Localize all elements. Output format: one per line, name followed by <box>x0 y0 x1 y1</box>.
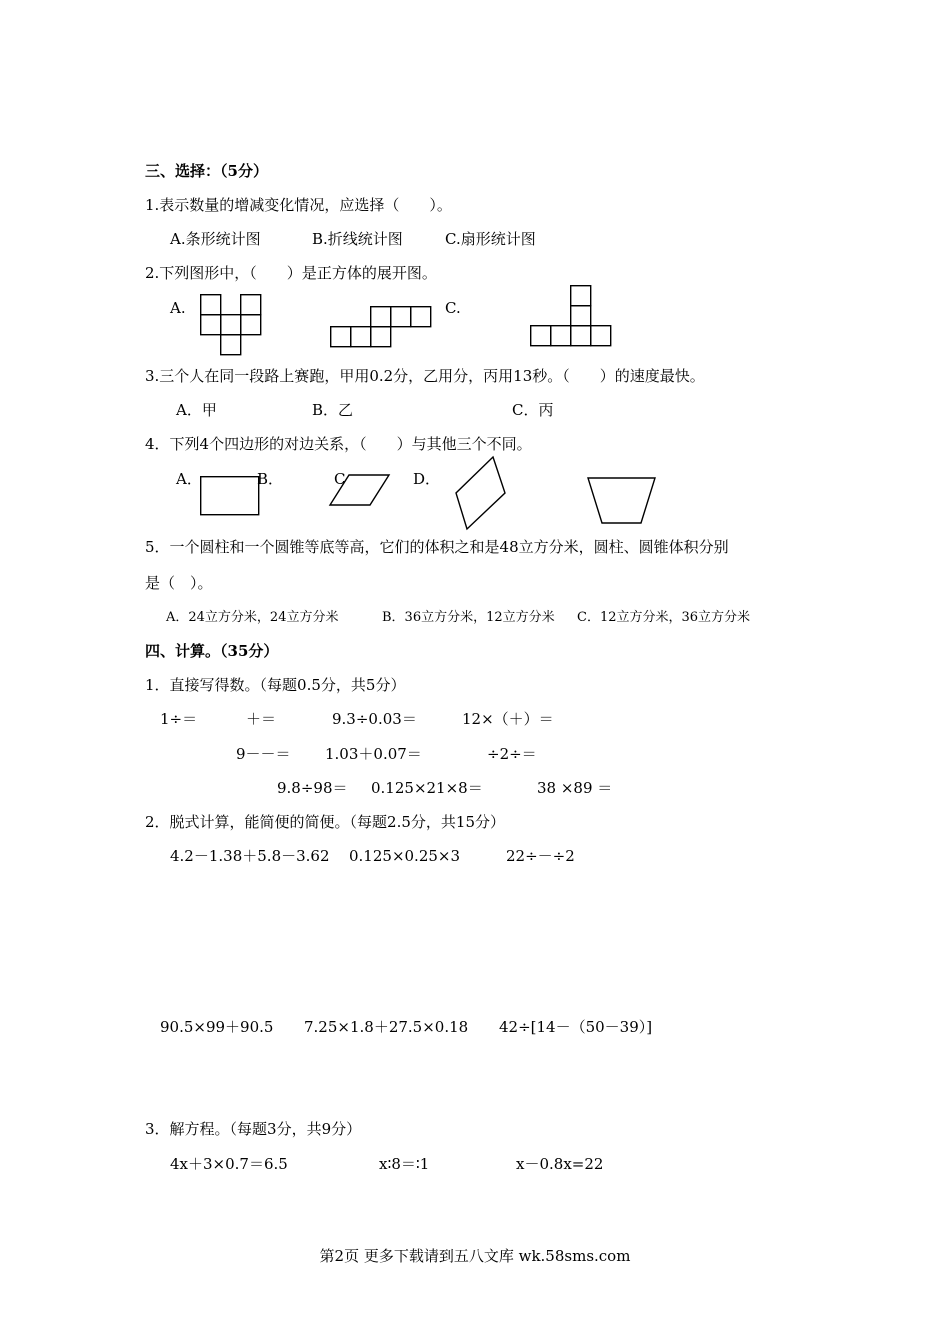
q3-option-c: C．丙 <box>512 401 554 419</box>
q2-label-a: A. <box>170 299 186 317</box>
p3-stem: 3．解方程。（每题3分，共9分） <box>145 1120 362 1138</box>
q3-stem: 3.三个人在同一段路上赛跑，甲用0.2分，乙用分，丙用13秒。（ ）的速度最快。 <box>145 367 705 385</box>
q4-label-d: D． <box>413 470 441 488</box>
q2-net-b <box>330 306 432 348</box>
q5-option-b: B．36立方分米，12立方分米 <box>382 610 555 625</box>
p3-item: x－0.8x=22 <box>516 1155 604 1173</box>
p2-item: 7.25×1.8＋27.5×0.18 <box>304 1018 469 1036</box>
q2-net-a <box>200 294 262 356</box>
q1-stem: 1.表示数量的增减变化情况，应选择（ ）。 <box>145 196 452 214</box>
q1-option-b: B.折线统计图 <box>312 230 403 248</box>
q4-label-b: B． <box>257 470 284 488</box>
p1-item: 38 ×89 ＝ <box>537 779 613 797</box>
q1-option-a: A.条形统计图 <box>170 230 261 248</box>
p1-item: 12×（＋）＝ <box>462 710 554 728</box>
q5-stem-line2: 是（ ）。 <box>145 574 213 592</box>
p1-stem: 1．直接写得数。（每题0.5分，共5分） <box>145 676 406 694</box>
q4-rhombus <box>455 456 507 530</box>
q2-stem: 2.下列图形中，（ ）是正方体的展开图。 <box>145 264 437 282</box>
section3-title: 三、选择：（5分） <box>145 162 268 180</box>
p2-item: 42÷[14－（50－39）] <box>499 1018 653 1036</box>
q4-stem: 4．下列4个四边形的对边关系，（ ）与其他三个不同。 <box>145 435 532 453</box>
p1-item: 1.03＋0.07＝ <box>325 745 422 763</box>
p2-item: 90.5×99＋90.5 <box>160 1018 274 1036</box>
q4-label-c: C <box>334 470 346 488</box>
p2-stem: 2．脱式计算，能简便的简便。（每题2.5分，共15分） <box>145 813 505 831</box>
q4-label-a: A． <box>176 470 202 488</box>
p1-item: ÷2÷＝ <box>487 745 537 763</box>
q2-net-c <box>530 285 612 347</box>
p3-item: x∶8＝∶1 <box>379 1155 430 1173</box>
q5-option-c: C．12立方分米，36立方分米 <box>577 610 751 625</box>
q4-rectangle <box>200 476 260 516</box>
q3-option-a: A．甲 <box>176 401 217 419</box>
p1-item: 9.8÷98＝ <box>277 779 348 797</box>
q5-stem-line1: 5．一个圆柱和一个圆锥等底等高，它们的体积之和是48立方分米，圆柱、圆锥体积分别 <box>145 538 729 556</box>
q2-label-c: C. <box>445 299 461 317</box>
p2-item: 22÷－÷2 <box>506 847 575 865</box>
p1-item: 9－－＝ <box>236 745 291 763</box>
p2-item: 0.125×0.25×3 <box>349 847 461 865</box>
q4-trapezoid <box>587 477 657 525</box>
p2-item: 4.2－1.38＋5.8－3.62 <box>170 847 330 865</box>
q5-option-a: A．24立方分米，24立方分米 <box>166 610 339 625</box>
page-footer: 第2页 更多下载请到五八文库 wk.58sms.com <box>319 1247 631 1265</box>
p1-item: 0.125×21×8＝ <box>371 779 483 797</box>
p1-item: 9.3÷0.03＝ <box>332 710 417 728</box>
section4-title: 四、计算。（35分） <box>145 642 279 660</box>
p1-item: 1÷＝ <box>160 710 198 728</box>
q3-option-b: B．乙 <box>312 401 354 419</box>
p1-item: ＋＝ <box>246 710 277 728</box>
p3-item: 4x＋3×0.7＝6.5 <box>170 1155 288 1173</box>
q4-parallelogram <box>329 474 391 506</box>
q1-option-c: C.扇形统计图 <box>445 230 536 248</box>
